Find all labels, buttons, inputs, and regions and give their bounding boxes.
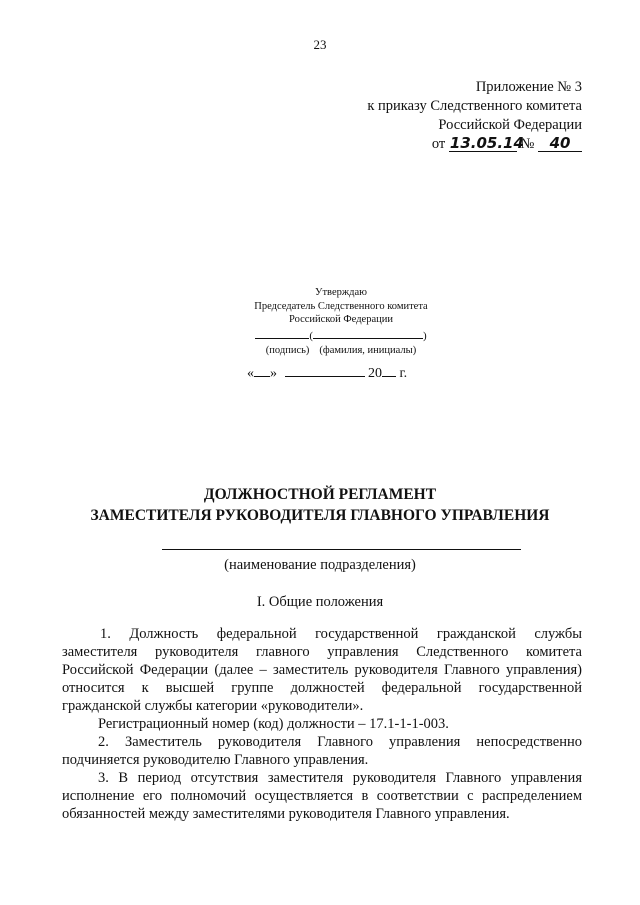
paragraph-2: 2. Заместитель руководителя Главного управления непосредственно подчиняется руководителю Главного управления.: [62, 734, 582, 768]
title-line-1: ДОЛЖНОСТНОЙ РЕГЛАМЕНТ: [203, 486, 437, 503]
document-title: [0, 484, 640, 526]
signature-captions: [226, 344, 456, 358]
handwritten-date: 13.05.14: [449, 134, 524, 152]
approver-org: Российской Федерации: [289, 314, 393, 325]
signature-blank: [255, 328, 309, 339]
name-blank: [313, 328, 423, 339]
date-open-quote: «: [247, 366, 254, 381]
unit-caption: (наименование подразделения): [224, 557, 416, 573]
year-suffix: г.: [399, 366, 408, 381]
paragraph-registration: Регистрационный номер (код) должности – 17.1-1-1-003.: [98, 716, 449, 732]
month-blank: [285, 364, 365, 377]
year-blank: [382, 364, 396, 377]
paragraph-3: 3. В период отсутствия заместителя руководителя Главного управления исполнение его полномочий осуществляется в соответствии с распределением обязанностей между заместителями руководителя Главного управления.: [62, 770, 582, 822]
date-close-quote: »: [270, 366, 277, 381]
appendix-title: Приложение № 3: [475, 79, 582, 95]
approver-position: Председатель Следственного комитета: [254, 300, 428, 312]
appendix-order-ref: к приказу Следственного комитета: [367, 98, 582, 114]
approval-block: [226, 286, 456, 358]
year-prefix: 20: [368, 366, 382, 381]
page-number: 23: [313, 37, 327, 52]
date-prefix: от: [431, 136, 446, 152]
body-text: [62, 625, 582, 823]
signature-line: [226, 328, 456, 344]
order-date-number: [367, 135, 582, 154]
caption-signature: (подпись): [265, 345, 310, 356]
handwritten-number: 40: [538, 136, 582, 152]
paragraph-1: 1. Должность федеральной государственной гражданской службы заместителя руководителя главного управления Следственного комитета Российской Федерации (далее – заместитель руководителя Главного управления) относится к высшей группе должностей федеральной государственной гражданской службы категории «руководители».: [62, 626, 582, 714]
appendix-block: [367, 78, 582, 154]
close-paren: ): [423, 329, 427, 342]
caption-name: (фамилия, инициалы): [319, 345, 417, 356]
approve-word: Утверждаю: [315, 287, 367, 298]
open-paren: (: [309, 329, 313, 342]
number-sign: №: [520, 136, 535, 152]
approval-date-line: [247, 364, 407, 382]
appendix-org: Российской Федерации: [438, 117, 582, 133]
day-blank: [254, 364, 270, 377]
unit-name-line: [162, 549, 521, 550]
title-line-2: ЗАМЕСТИТЕЛЯ РУКОВОДИТЕЛЯ ГЛАВНОГО УПРАВЛЕНИЯ: [90, 507, 550, 524]
section-title: I. Общие положения: [256, 594, 384, 610]
